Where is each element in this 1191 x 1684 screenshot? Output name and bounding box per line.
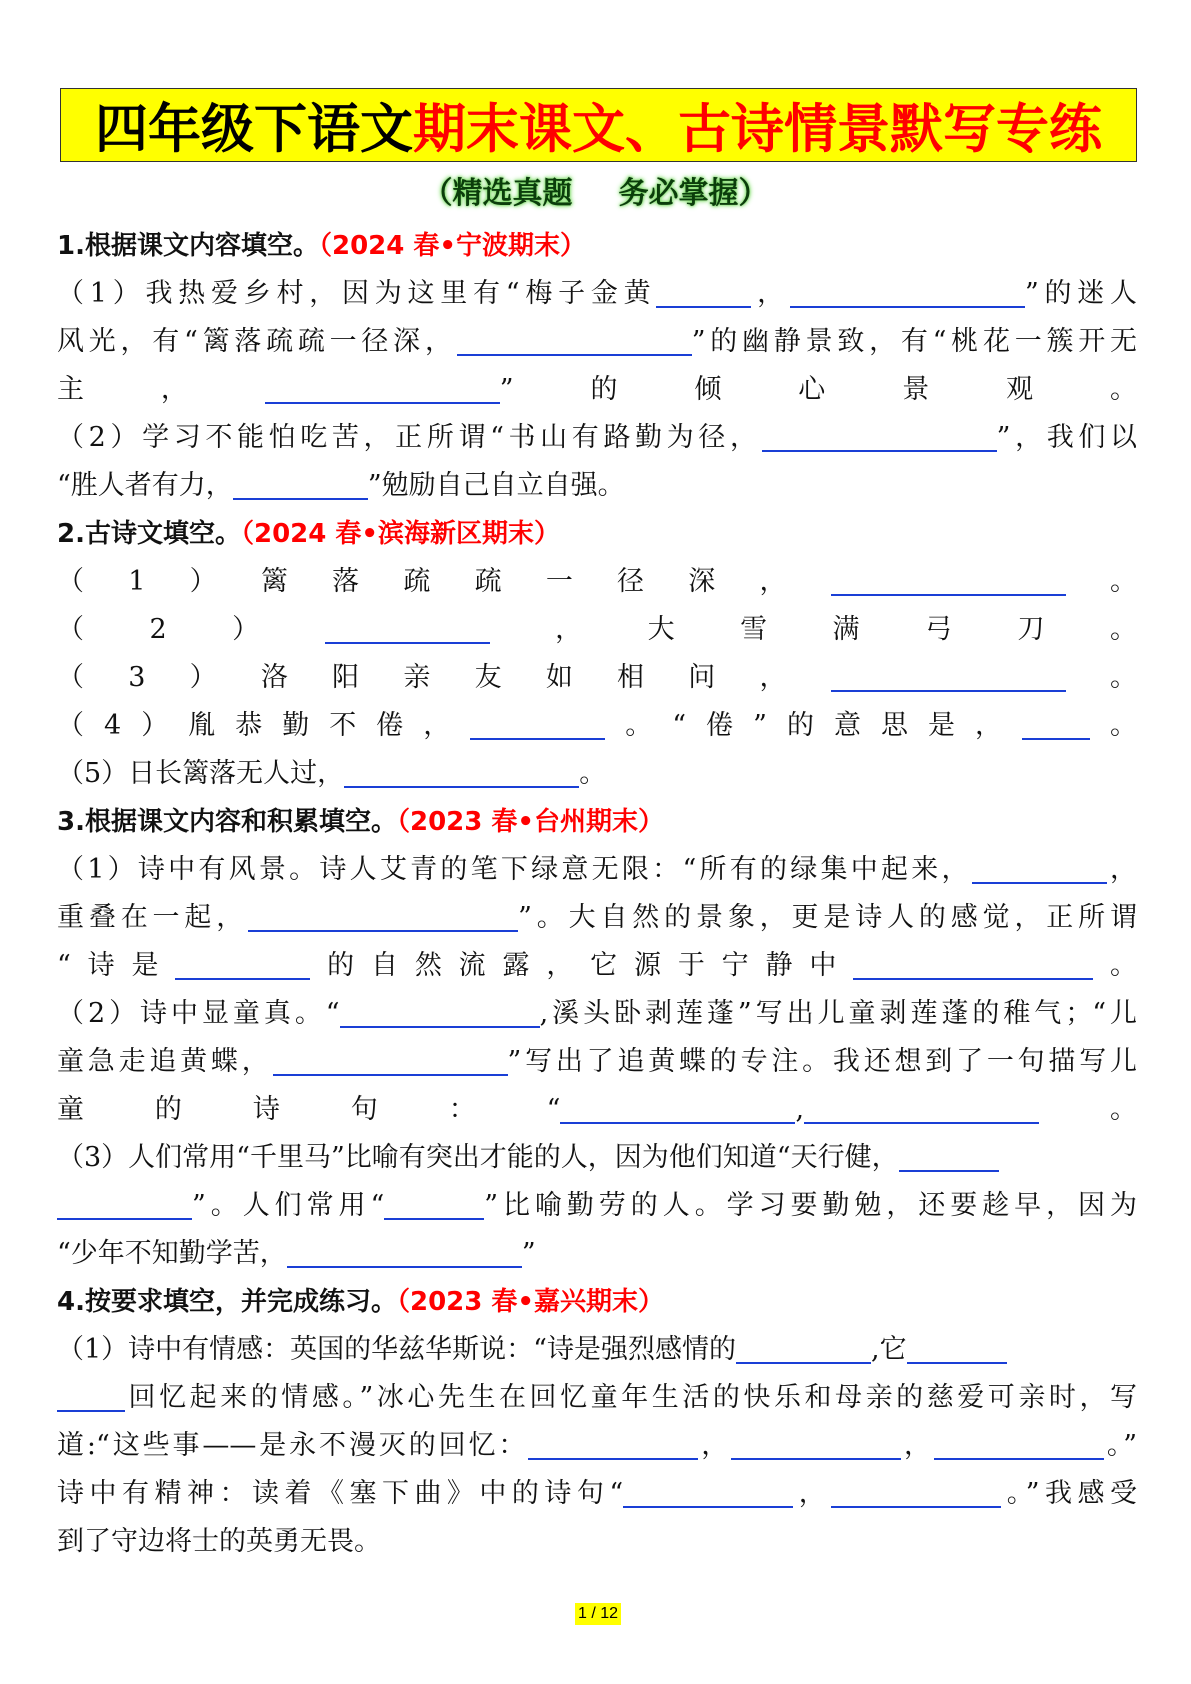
exercise-text: ”。人们常用“ <box>192 1190 385 1221</box>
exercise-text: （2） <box>57 614 325 645</box>
exercise-content <box>57 222 1137 1566</box>
answer-blank[interactable] <box>1022 708 1090 740</box>
exercise-text: （2）诗中显童真。“ <box>57 998 340 1029</box>
answer-blank[interactable] <box>560 1092 795 1124</box>
page-indicator: 1 / 12 <box>575 1603 621 1625</box>
exercise-text: ,它 <box>870 1334 907 1365</box>
exercise-text: 。 <box>1065 566 1137 597</box>
exercise-text: ”写出了追黄蝶的专注。我还想到了一句描写儿 <box>507 1046 1137 1077</box>
answer-blank[interactable] <box>265 372 500 404</box>
exercise-line <box>57 414 1137 462</box>
answer-blank[interactable] <box>790 276 1025 308</box>
answer-blank[interactable] <box>57 1380 125 1412</box>
exercise-text: （2）学习不能怕吃苦，正所谓“书山有路勤为径， <box>57 422 762 453</box>
answer-blank[interactable] <box>899 1140 999 1172</box>
section-number: 3. <box>57 807 85 837</box>
section-number: 4. <box>57 1287 85 1317</box>
section-heading-text: 根据课文内容填空。 <box>84 231 319 261</box>
section-source-tag: （2023 春•嘉兴期末） <box>396 1287 665 1317</box>
exercise-text: 回忆起来的情感。”冰心先生在回忆童年生活的快乐和母亲的慈爱可亲时，写 <box>125 1382 1137 1413</box>
subtitle-left: （精选真题 <box>422 176 573 211</box>
exercise-text: ， <box>1106 854 1138 885</box>
exercise-text: 童急走追黄蝶， <box>57 1046 273 1077</box>
exercise-text: ， <box>901 1430 934 1461</box>
exercise-line <box>57 366 1137 414</box>
exercise-text: ， <box>698 1430 732 1461</box>
exercise-text: ,溪头卧剥莲蓬”写出儿童剥莲蓬的稚气；“儿 <box>539 998 1137 1029</box>
answer-blank[interactable] <box>762 420 997 452</box>
answer-blank[interactable] <box>853 948 1093 980</box>
section-heading <box>57 798 1137 846</box>
answer-blank[interactable] <box>656 276 751 308</box>
answer-blank[interactable] <box>623 1476 793 1508</box>
exercise-text: 。 <box>1090 710 1138 741</box>
exercise-text: （1）我热爱乡村，因为这里有“梅子金黄 <box>57 278 657 309</box>
exercise-text: （3）洛阳亲友如相问， <box>57 662 831 693</box>
answer-blank[interactable] <box>528 1428 698 1460</box>
exercise-text: （1）诗中有情感：英国的华兹华斯说：“诗是强烈感情的 <box>57 1334 736 1365</box>
exercise-text: （1）篱落疏疏一径深， <box>57 566 831 597</box>
section-heading <box>57 222 1137 270</box>
answer-blank[interactable] <box>831 660 1066 692</box>
exercise-text: （3）人们常用“千里马”比喻有突出才能的人，因为他们知道“天行健， <box>57 1142 899 1173</box>
section-heading-text: 按要求填空，并完成练习。 <box>84 1287 397 1317</box>
exercise-text: ”。大自然的景象，更是诗人的感觉，正所谓 <box>518 902 1137 933</box>
exercise-line <box>57 1134 1137 1182</box>
exercise-text: 。 <box>1093 950 1138 981</box>
answer-blank[interactable] <box>736 1332 871 1364</box>
answer-blank[interactable] <box>831 1476 1001 1508</box>
section-source-tag: （2023 春•台州期末） <box>396 807 665 837</box>
section-number: 1. <box>57 231 85 261</box>
section-heading-text: 古诗文填空。 <box>84 519 241 549</box>
exercise-line <box>57 1038 1137 1086</box>
exercise-text: ”的倾心景观。 <box>499 374 1137 405</box>
exercise-line <box>57 750 1137 798</box>
exercise-text: ” <box>521 1238 536 1269</box>
exercise-line <box>57 990 1137 1038</box>
document-title <box>60 88 1137 162</box>
exercise-text: ， <box>751 278 790 309</box>
exercise-text: 。” <box>1103 1430 1138 1461</box>
answer-blank[interactable] <box>907 1332 1007 1364</box>
exercise-line <box>57 1374 1137 1422</box>
exercise-line <box>57 702 1137 750</box>
answer-blank[interactable] <box>470 708 605 740</box>
exercise-line <box>57 558 1137 606</box>
exercise-line <box>57 270 1137 318</box>
exercise-text: （4）胤恭勤不倦， <box>57 710 471 741</box>
answer-blank[interactable] <box>287 1236 522 1268</box>
answer-blank[interactable] <box>384 1188 484 1220</box>
exercise-text: （5）日长篱落无人过， <box>57 758 345 789</box>
exercise-line <box>57 942 1137 990</box>
exercise-text: ”比喻勤劳的人。学习要勤勉，还要趁早，因为 <box>484 1190 1137 1221</box>
exercise-line <box>57 318 1137 366</box>
exercise-line <box>57 1518 1137 1566</box>
exercise-text: “少年不知勤学苦， <box>57 1238 287 1269</box>
exercise-line <box>57 1326 1137 1374</box>
exercise-text: 。 <box>579 758 607 789</box>
exercise-text: 的自然流露，它源于宁静中 <box>310 950 854 981</box>
exercise-text: ， <box>793 1478 832 1509</box>
exercise-text: ”的迷人 <box>1024 278 1138 309</box>
exercise-line <box>57 846 1137 894</box>
exercise-text: 道:“这些事——是永不漫灭的回忆： <box>57 1430 529 1461</box>
exercise-line <box>57 1422 1137 1470</box>
exercise-text: 。”我感受 <box>1001 1478 1137 1509</box>
answer-blank[interactable] <box>175 948 310 980</box>
title-grade-text: 四年级下语文 <box>95 99 413 160</box>
exercise-text: 到了守边将士的英勇无畏。 <box>57 1526 381 1557</box>
exercise-text: “胜人者有力， <box>57 470 233 501</box>
exercise-text: , <box>795 1094 805 1125</box>
section-number: 2. <box>57 519 85 549</box>
exercise-text: 童的诗句：“ <box>57 1094 561 1125</box>
section-heading-text: 根据课文内容和积累填空。 <box>84 807 397 837</box>
exercise-line <box>57 654 1137 702</box>
exercise-text: “诗是 <box>57 950 176 981</box>
answer-blank[interactable] <box>972 852 1107 884</box>
section-source-tag: （2024 春•滨海新区期末） <box>240 519 561 549</box>
exercise-line <box>57 462 1137 510</box>
exercise-line <box>57 606 1137 654</box>
answer-blank[interactable] <box>831 564 1066 596</box>
answer-blank[interactable] <box>731 1428 901 1460</box>
section-source-tag: （2024 春•宁波期末） <box>318 231 587 261</box>
exercise-text: 风光，有“篱落疏疏一径深， <box>57 326 457 357</box>
answer-blank[interactable] <box>233 468 368 500</box>
exercise-text: 重叠在一起， <box>57 902 249 933</box>
exercise-line <box>57 1086 1137 1134</box>
exercise-line <box>57 1182 1137 1230</box>
exercise-line <box>57 894 1137 942</box>
answer-blank[interactable] <box>57 1188 192 1220</box>
exercise-text: ”的幽静景致，有“桃花一簇开无 <box>691 326 1137 357</box>
document-subtitle <box>0 168 1191 212</box>
answer-blank[interactable] <box>457 324 692 356</box>
title-topic-text: 期末课文、古诗情景默写专练 <box>413 99 1102 160</box>
exercise-text: 。 <box>1065 662 1137 693</box>
exercise-text: 诗中有精神：读着《塞下曲》中的诗句“ <box>57 1478 624 1509</box>
exercise-text: ，大雪满弓刀。 <box>489 614 1137 645</box>
answer-blank[interactable] <box>248 900 518 932</box>
answer-blank[interactable] <box>934 1428 1104 1460</box>
section-heading <box>57 510 1137 558</box>
exercise-text: 。“倦”的意思是， <box>605 710 1022 741</box>
answer-blank[interactable] <box>344 756 579 788</box>
exercise-text: 。 <box>1039 1094 1137 1125</box>
answer-blank[interactable] <box>340 996 540 1028</box>
answer-blank[interactable] <box>325 612 490 644</box>
exercise-text: （1）诗中有风景。诗人艾青的笔下绿意无限：“所有的绿集中起来， <box>57 854 972 885</box>
subtitle-right: 务必掌握） <box>618 176 769 211</box>
exercise-text: ”勉励自己自立自强。 <box>367 470 625 501</box>
section-heading <box>57 1278 1137 1326</box>
answer-blank[interactable] <box>273 1044 508 1076</box>
exercise-text: ”，我们以 <box>996 422 1137 453</box>
exercise-line <box>57 1470 1137 1518</box>
answer-blank[interactable] <box>804 1092 1039 1124</box>
exercise-text: 主， <box>57 374 265 405</box>
exercise-line <box>57 1230 1137 1278</box>
